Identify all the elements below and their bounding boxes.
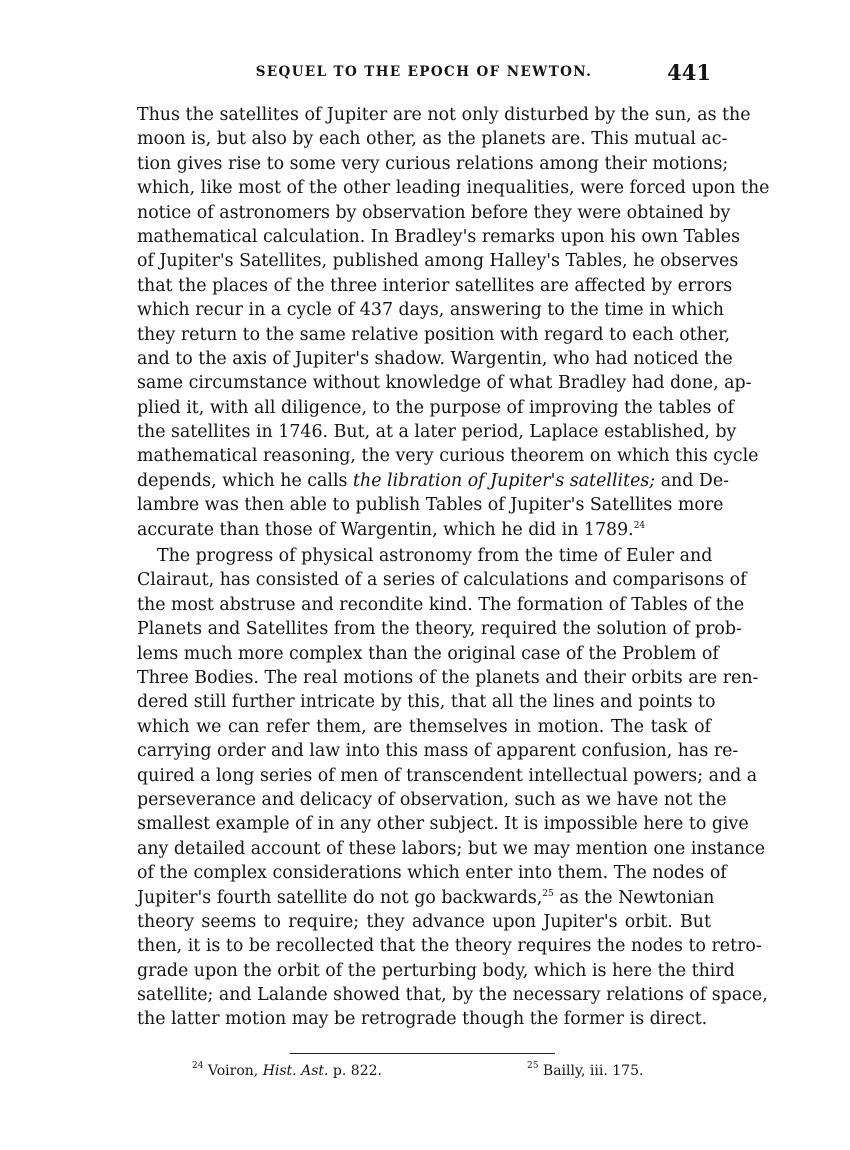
- text-line: smallest example of in any other subject. It is impossible here to give: [137, 814, 749, 835]
- text-line: grade upon the orbit of the perturbing body, which is here the third: [137, 960, 735, 981]
- text-line: the most abstruse and recondite kind. The formation of Tables of the: [137, 594, 745, 615]
- text-line: same circumstance without knowledge of what Bradley had done, ap-: [137, 373, 752, 394]
- text-line-mixed: [137, 886, 715, 910]
- text-line: which recur in a cycle of 437 days, answering to the time in which: [137, 300, 724, 321]
- body-text: [137, 103, 770, 1032]
- text-line: dered still further intricate by this, that all the lines and points to: [137, 692, 716, 713]
- footnote-ref-25: 25: [542, 888, 554, 899]
- text-line: lambre was then able to publish Tables of Jupiter's Satellites more: [137, 495, 724, 516]
- footnote-text: Bailly, iii. 175.: [542, 1063, 644, 1079]
- footnote-rule: [290, 1053, 555, 1054]
- text-line: mathematical reasoning, the very curious theorem on which this cycle: [137, 446, 759, 467]
- footnotes: [137, 1060, 711, 1086]
- footnote-ref-24: 24: [633, 520, 646, 531]
- footnote-marker: 25: [527, 1061, 539, 1071]
- footnote-25: [527, 1060, 643, 1082]
- footnote-italic: Hist. Ast.: [262, 1063, 329, 1079]
- text-segment: and De-: [660, 470, 730, 491]
- text-line: lems much more complex than the original case of the Problem of: [137, 643, 719, 664]
- text-line: which we can refer them, are themselves in motion. The task of: [137, 716, 711, 737]
- text-segment: accurate than those of Wargentin, which he did in 1789.: [137, 519, 634, 540]
- text-segment: depends, which he calls: [137, 470, 348, 491]
- text-line: then, it is to be recollected that the theory requires the nodes to retro-: [137, 936, 762, 957]
- text-line: Thus the satellites of Jupiter are not only disturbed by the sun, as the: [137, 105, 751, 125]
- page-number: 441: [667, 60, 711, 85]
- text-line: the satellites in 1746. But, at a later period, Laplace established, by: [137, 422, 737, 443]
- text-line-last: the latter motion may be retrograde though the former is direct.: [137, 1009, 708, 1030]
- text-line: that the places of the three interior satellites are affected by errors: [137, 275, 733, 296]
- text-line: quired a long series of men of transcendent intellectual powers; and a: [137, 765, 758, 786]
- text-line: Three Bodies. The real motions of the planets and their orbits are ren-: [137, 667, 759, 688]
- text-line-mixed: [137, 469, 730, 493]
- text-line: Clairaut, has consisted of a series of calculations and comparisons of: [137, 570, 747, 591]
- text-line: any detailed account of these labors; but we may mention one instance: [137, 838, 766, 859]
- text-line: plied it, with all diligence, to the purpose of improving the tables of: [137, 397, 734, 418]
- running-head: [137, 60, 711, 90]
- text-line: of Jupiter's Satellites, published among Halley's Tables, he observes: [137, 251, 739, 272]
- italic-phrase: the libration of Jupiter's satellites;: [353, 470, 656, 491]
- text-line: carrying order and law into this mass of apparent confusion, has re-: [137, 741, 739, 762]
- footnote-marker: 24: [192, 1061, 204, 1071]
- text-segment: as the Newtonian: [559, 887, 715, 908]
- footnote-24: [192, 1060, 382, 1082]
- text-line: Planets and Satellites from the theory, required the solution of prob-: [137, 619, 742, 640]
- text-line: mathematical calculation. In Bradley's remarks upon his own Tables: [137, 226, 740, 247]
- text-line: The progress of physical astronomy from the time of Euler and: [157, 546, 713, 567]
- text-line: moon is, but also by each other, as the planets are. This mutual ac-: [137, 129, 728, 150]
- paragraph-2: [137, 544, 768, 1032]
- text-line: satellite; and Lalande showed that, by the necessary relations of space,: [137, 985, 768, 1006]
- text-line: notice of astronomers by observation before they were obtained by: [137, 202, 731, 223]
- text-line: which, like most of the other leading inequalities, were forced upon the: [137, 178, 770, 199]
- footnote-text: Voiron,: [207, 1063, 259, 1079]
- running-title: SEQUEL TO THE EPOCH OF NEWTON.: [255, 64, 593, 80]
- paragraph-1: [137, 103, 770, 542]
- text-segment: Jupiter's fourth satellite do not go backwards,: [137, 887, 543, 908]
- text-line: tion gives rise to some very curious relations among their motions;: [137, 153, 729, 174]
- text-line: theory seems to require; they advance upon Jupiter's orbit. But: [137, 911, 711, 932]
- text-line: of the complex considerations which enter into them. The nodes of: [137, 863, 727, 884]
- text-line: and to the axis of Jupiter's shadow. Wargentin, who had noticed the: [137, 348, 733, 369]
- text-line: they return to the same relative position with regard to each other,: [137, 324, 731, 345]
- text-line: perseverance and delicacy of observation, such as we have not the: [137, 789, 727, 810]
- text-line-last: [137, 518, 711, 542]
- footnote-text: p. 822.: [332, 1063, 382, 1079]
